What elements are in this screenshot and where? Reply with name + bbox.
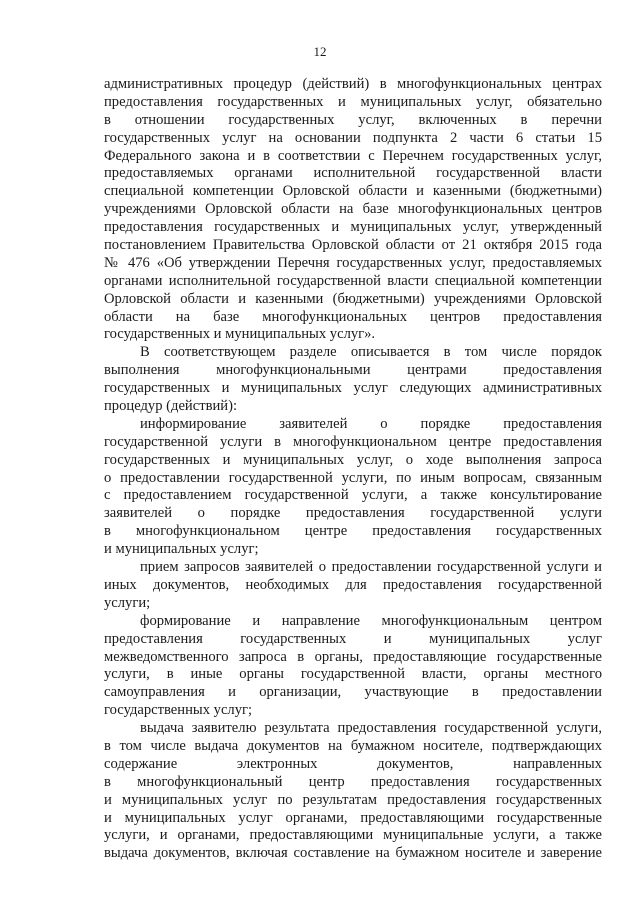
- text-line: в многофункциональном центре предоставления государственных: [104, 523, 602, 540]
- document-body: [104, 76, 602, 863]
- text-line: учреждениями Орловской области на базе многофункциональных центров: [104, 201, 602, 218]
- text-line: услуги;: [104, 594, 151, 611]
- text-line: государственных услуг на основании подпункта 2 части 6 статьи 15: [104, 129, 602, 146]
- text-line: государственной услуги в многофункциональном центре предоставления: [104, 433, 602, 450]
- text-line: предоставления государственных и муниципальных услуг: [104, 630, 602, 647]
- text-line: специальной компетенции Орловской области и казенными (бюджетными): [104, 183, 602, 200]
- text-line: формирование и направление многофункциональным центром: [140, 612, 602, 629]
- text-line: и муниципальных услуг органами, предоставляющими государственные: [104, 809, 602, 826]
- text-line: и муниципальных услуг;: [104, 541, 259, 558]
- text-line: постановлением Правительства Орловской области от 21 октября 2015 года: [104, 237, 602, 254]
- text-line: В соответствующем разделе описывается в том числе порядок: [140, 344, 602, 361]
- text-line: в отношении государственных услуг, включенных в перечни: [104, 111, 602, 128]
- text-line: с предоставлением государственной услуги, а также консультирование: [104, 487, 602, 504]
- text-line: иных документов, необходимых для предоставления государственной: [104, 576, 602, 593]
- text-line: и муниципальных услуг по результатам предоставления государственных: [104, 791, 602, 808]
- text-line: в многофункциональный центр предоставления государственных: [104, 773, 602, 790]
- text-line: Орловской области и казенными (бюджетными) учреждениями Орловской: [104, 290, 602, 307]
- text-line: государственных и муниципальных услуг, о ходе выполнения запроса: [104, 451, 602, 468]
- text-line: услуги, и органами, предоставляющими муниципальные услуги, а также: [104, 827, 602, 844]
- text-line: прием запросов заявителей о предоставлении государственной услуги и: [140, 559, 602, 576]
- text-line: выполнения многофункциональными центрами предоставления: [104, 362, 602, 379]
- text-line: самоуправления и организации, участвующие в предоставлении: [104, 684, 602, 701]
- text-line: государственных и муниципальных услуг».: [104, 326, 376, 343]
- text-line: содержание электронных документов, направленных: [104, 755, 602, 772]
- text-line: предоставления государственных и муниципальных услуг, утвержденный: [104, 219, 602, 236]
- text-line: органами исполнительной государственной власти специальной компетенции: [104, 272, 602, 289]
- text-line: процедур (действий):: [104, 398, 238, 415]
- text-line: выдача заявителю результата предоставления государственной услуги,: [140, 720, 602, 737]
- text-line: информирование заявителей о порядке предоставления: [140, 415, 602, 432]
- text-line: № 476 «Об утверждении Перечня государственных услуг, предоставляемых: [104, 254, 602, 271]
- text-line: Федерального закона и в соответствии с Перечнем государственных услуг,: [104, 147, 602, 164]
- text-line: государственных услуг;: [104, 702, 253, 719]
- text-line: государственных и муниципальных услуг следующих административных: [104, 380, 602, 397]
- text-line: административных процедур (действий) в многофункциональных центрах: [104, 76, 602, 92]
- text-line: области на базе многофункциональных центров предоставления: [104, 308, 602, 325]
- page-number: 12: [313, 44, 327, 59]
- text-line: услуги, в иные органы государственной власти, органы местного: [104, 666, 602, 683]
- text-line: заявителей о порядке предоставления государственной услуги: [104, 505, 602, 522]
- text-line: в том числе выдача документов на бумажном носителе, подтверждающих: [104, 737, 602, 754]
- text-line: предоставляемых органами исполнительной государственной власти: [104, 165, 602, 182]
- text-line: выдача документов, включая составление на бумажном носителе и заверение: [104, 845, 602, 862]
- text-line: предоставления государственных и муниципальных услуг, обязательно: [104, 93, 602, 110]
- text-line: межведомственного запроса в органы, предоставляющие государственные: [104, 648, 602, 665]
- text-line: о предоставлении государственной услуги, по иным вопросам, связанным: [104, 469, 602, 486]
